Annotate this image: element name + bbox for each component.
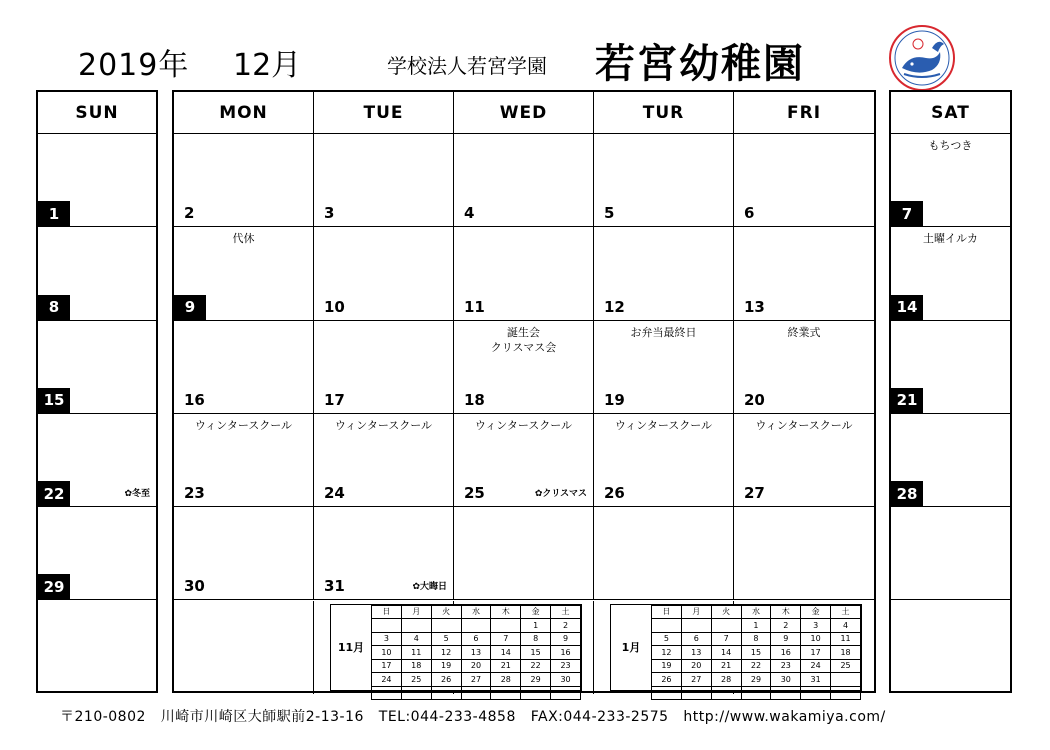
mini-calendar-table [651,605,861,701]
mini-calendar-month: 11月 [331,605,372,690]
mini-calendar-day: 2 [771,619,801,633]
mini-calendar-day: 11 [831,632,861,646]
event-label: 土曜イルカ [923,232,978,246]
day-cell [38,414,156,507]
mini-calendar-day: 23 [771,659,801,673]
mini-calendar-day: 12 [652,646,682,660]
footer-tel: TEL:044-233-4858 [378,709,516,725]
event-label: ウィンタースクール [474,418,573,432]
day-cell [38,601,156,694]
day-cell [891,134,1010,227]
mini-calendar-day: 1 [741,619,771,633]
day-cell [174,507,314,600]
saturday-column [889,90,1012,693]
mini-calendar [610,604,862,691]
mini-calendar-weekday: 月 [401,605,431,619]
holiday-label: ✿冬至 [124,489,150,500]
mini-calendar-day: 24 [801,659,831,673]
day-number: 21 [891,388,923,413]
event-label: ウィンタースクール [334,418,433,432]
school-logo-icon [888,24,956,92]
mini-calendar-day: 7 [711,632,741,646]
mini-calendar-day [711,686,741,700]
mini-calendar-day: 5 [431,632,461,646]
mini-calendar-day [711,619,741,633]
day-number: 23 [184,484,205,503]
mini-calendar-day: 4 [831,619,861,633]
day-number: 31 [324,577,345,596]
weekday-header-fri: FRI [734,92,874,134]
mini-calendar-day: 22 [521,659,551,673]
weekday-grid [172,90,876,693]
footer-address: 川崎市川崎区大師駅前2-13-16 [160,709,364,725]
mini-calendar-weekday: 土 [551,605,581,619]
day-cell [38,507,156,600]
event-label: お弁当最終日 [630,325,697,339]
mini-calendar-day [652,686,682,700]
day-number: 14 [891,295,923,320]
mini-calendar-weekday: 火 [711,605,741,619]
mini-calendar-day [431,686,461,700]
day-cell [734,134,874,227]
day-number: 27 [744,484,765,503]
mini-calendar-day: 8 [521,632,551,646]
day-number: 18 [464,390,485,409]
day-cell [38,227,156,320]
mini-calendar-day [771,686,801,700]
mini-calendar-day: 10 [372,646,402,660]
day-number: 6 [744,204,755,223]
event-label: ウィンタースクール [194,418,293,432]
day-cell [174,321,314,414]
mini-calendar-day: 9 [771,632,801,646]
day-cell [174,227,314,320]
day-cell [38,134,156,227]
mini-calendar-day: 30 [771,673,801,687]
day-cell [38,321,156,414]
holiday-label: ✿クリスマス [534,489,587,500]
mini-calendar-day: 15 [521,646,551,660]
day-number: 7 [891,201,923,226]
mini-calendar-day: 16 [551,646,581,660]
mini-calendar-weekday: 水 [741,605,771,619]
day-cell [594,227,734,320]
day-number: 30 [184,577,205,596]
day-cell [314,321,454,414]
mini-calendar-day: 6 [461,632,491,646]
day-number: 22 [38,481,70,506]
mini-calendar-day [521,686,551,700]
mini-calendar-day [491,619,521,633]
mini-calendar-day: 17 [372,659,402,673]
mini-calendar-day [831,673,861,687]
corporation-name: 学校法人若宮学園 [387,54,547,78]
event-label: 終業式 [787,325,821,339]
mini-calendar-day [491,686,521,700]
mini-calendar-day [652,619,682,633]
sunday-column [36,90,158,693]
mini-calendar-day: 25 [401,673,431,687]
day-number: 11 [464,297,485,316]
mini-calendar-day: 31 [801,673,831,687]
mini-calendar [330,604,582,691]
mini-calendar-day: 23 [551,659,581,673]
mini-calendar-weekday: 日 [652,605,682,619]
day-cell [734,321,874,414]
mini-calendar-day: 27 [461,673,491,687]
day-cell [734,507,874,600]
mini-calendar-day: 21 [711,659,741,673]
day-cell [594,321,734,414]
footer-url[interactable]: http://www.wakamiya.com/ [683,709,886,725]
mini-calendar-weekday: 木 [491,605,521,619]
mini-calendar-day: 11 [401,646,431,660]
day-cell [891,414,1010,507]
event-label: ウィンタースクール [614,418,713,432]
event-label: 誕生会 クリスマス会 [490,325,557,354]
day-number: 12 [604,297,625,316]
day-number: 28 [891,481,923,506]
day-cell [174,134,314,227]
weekday-header-mon: MON [174,92,314,134]
mini-calendar-day [831,686,861,700]
mini-calendar-day: 21 [491,659,521,673]
day-cell [891,601,1010,694]
weekday-header-tur: TUR [594,92,734,134]
mini-calendar-day [741,686,771,700]
footer-postal: 〒210-0802 [60,709,146,725]
school-name: 若宮幼稚園 [595,41,805,87]
mini-calendar-day: 14 [711,646,741,660]
mini-calendar-day: 22 [741,659,771,673]
mini-calendar-month: 1月 [611,605,652,690]
mini-calendar-day: 17 [801,646,831,660]
mini-calendar-weekday: 水 [461,605,491,619]
mini-calendar-day: 19 [652,659,682,673]
day-number: 9 [174,295,206,320]
mini-calendar-day: 16 [771,646,801,660]
day-cell [594,134,734,227]
day-number: 4 [464,204,475,223]
mini-calendar-day: 29 [521,673,551,687]
day-cell [454,227,594,320]
day-cell [891,227,1010,320]
calendar-month: 12月 [233,48,302,83]
day-number: 8 [38,295,70,320]
day-cell [314,134,454,227]
mini-calendar-day: 12 [431,646,461,660]
day-number: 15 [38,388,70,413]
weekday-header-wed: WED [454,92,594,134]
event-label: ウィンタースクール [755,418,853,432]
mini-calendar-weekday: 火 [431,605,461,619]
mini-calendar-day [401,686,431,700]
day-cell [314,414,454,507]
day-cell [314,227,454,320]
day-cell [734,227,874,320]
mini-calendar-day: 3 [801,619,831,633]
mini-calendar-day [681,686,711,700]
mini-calendar-day: 6 [681,632,711,646]
mini-calendar-day: 4 [401,632,431,646]
mini-calendar-day: 10 [801,632,831,646]
mini-calendar-day [372,686,402,700]
mini-calendar-day: 8 [741,632,771,646]
day-number: 25 [464,484,485,503]
mini-calendar-day [401,619,431,633]
weekday-header-sat: SAT [891,92,1010,134]
day-number: 13 [744,297,765,316]
day-cell [891,507,1010,600]
mini-calendar-table [371,605,581,701]
mini-calendar-day: 26 [652,673,682,687]
mini-calendar-day: 28 [711,673,741,687]
weekday-header-sun: SUN [38,92,156,134]
mini-calendar-day: 15 [741,646,771,660]
calendar-year: 2019年 [78,48,190,83]
day-number: 5 [604,204,615,223]
mini-calendar-weekday: 金 [521,605,551,619]
event-label: もちつき [928,139,973,152]
footer-fax: FAX:044-233-2575 [530,709,669,725]
day-cell [891,321,1010,414]
mini-calendar-day [461,686,491,700]
mini-calendar-day [431,619,461,633]
footer-contact [60,706,886,726]
day-number: 19 [604,390,625,409]
mini-calendar-day: 19 [431,659,461,673]
day-cell [174,414,314,507]
day-cell [594,414,734,507]
event-label: 代休 [232,232,255,246]
day-number: 26 [604,484,625,503]
mini-calendar-day: 9 [551,632,581,646]
mini-calendar-weekday: 土 [831,605,861,619]
mini-calendar-day: 13 [461,646,491,660]
mini-calendar-day: 24 [372,673,402,687]
day-cell [734,414,874,507]
mini-calendar-day: 18 [831,646,861,660]
mini-calendar-day: 2 [551,619,581,633]
day-cell [454,414,594,507]
mini-calendar-day [681,619,711,633]
day-number: 10 [324,297,345,316]
day-cell [314,507,454,600]
day-number: 24 [324,484,345,503]
day-cell [454,134,594,227]
mini-calendar-weekday: 木 [771,605,801,619]
day-cell [594,507,734,600]
mini-calendar-day [461,619,491,633]
weekday-header-tue: TUE [314,92,454,134]
mini-calendar-weekday: 月 [681,605,711,619]
mini-calendar-day: 20 [461,659,491,673]
day-number: 20 [744,390,765,409]
day-number: 16 [184,390,205,409]
mini-calendar-day: 29 [741,673,771,687]
mini-calendar-day: 20 [681,659,711,673]
mini-calendar-day [372,619,402,633]
mini-calendar-day: 13 [681,646,711,660]
day-number: 3 [324,204,335,223]
day-number: 17 [324,390,345,409]
mini-calendar-day: 3 [372,632,402,646]
day-number: 2 [184,204,195,223]
mini-calendar-day: 14 [491,646,521,660]
day-number: 1 [38,201,70,226]
mini-calendar-day [801,686,831,700]
mini-calendar-day: 18 [401,659,431,673]
holiday-label: ✿大晦日 [412,582,447,593]
day-cell [454,507,594,600]
mini-calendar-day: 1 [521,619,551,633]
day-cell [454,321,594,414]
mini-calendar-day [551,686,581,700]
day-number: 29 [38,574,70,599]
mini-calendar-day: 5 [652,632,682,646]
mini-calendar-weekday: 日 [372,605,402,619]
mini-calendar-day: 25 [831,659,861,673]
mini-calendar-day: 28 [491,673,521,687]
mini-calendar-day: 30 [551,673,581,687]
mini-calendar-day: 26 [431,673,461,687]
day-cell [174,601,314,694]
mini-calendar-weekday: 金 [801,605,831,619]
mini-calendar-day: 27 [681,673,711,687]
mini-calendar-day: 7 [491,632,521,646]
